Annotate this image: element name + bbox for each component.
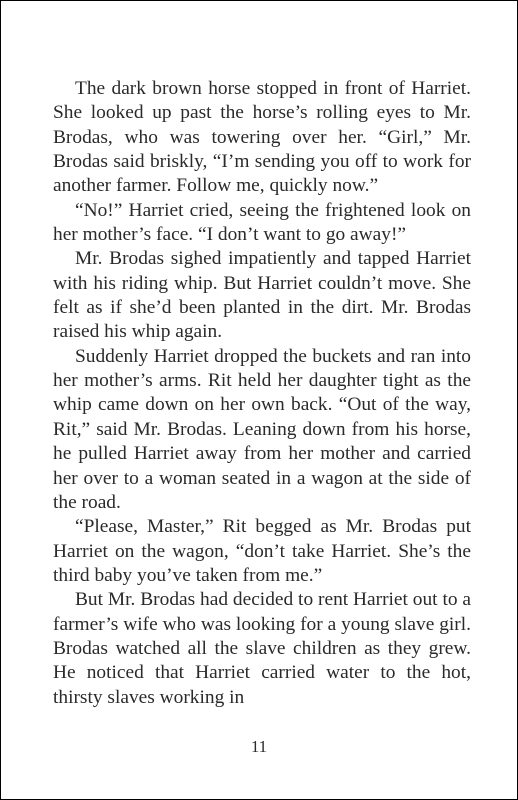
- body-text: [53, 77, 471, 710]
- page-number: 11: [250, 737, 268, 756]
- paragraph-2: “No!” Harriet cried, seeing the frightened look on her mother’s face. “I don’t want to go away!”: [53, 199, 471, 246]
- paragraph-5: “Please, Master,” Rit begged as Mr. Brodas put Harriet on the wagon, “don’t take Harriet. She’s the third baby you’ve taken from me.”: [53, 516, 471, 586]
- paragraph-4: Suddenly Harriet dropped the buckets and ran into her mother’s arms. Rit held her daughter tight as the whip came down on her own back. “Out of the way, Rit,” said Mr. Brodas. Leaning down from his horse, he pulled Harriet away from her mother and carried her over to a woman seated in a wagon at the side of the road.: [53, 345, 471, 513]
- paragraph-1: The dark brown horse stopped in front of Harriet. She looked up past the horse’s rolling eyes to Mr. Brodas, who was towering over her. “Girl,” Mr. Brodas said briskly, “I’m sending you off to work for another farmer. Follow me, quickly now.”: [53, 78, 471, 197]
- paragraph-3: Mr. Brodas sighed impatiently and tapped Harriet with his riding whip. But Harriet couldn’t move. She felt as if she’d been planted in the dirt. Mr. Brodas raised his whip again.: [53, 248, 471, 343]
- paragraph-6: But Mr. Brodas had decided to rent Harriet out to a farmer’s wife who was looking for a young slave girl. Brodas watched all the slave children as they grew. He noticed that Harriet carried water to the hot, thirsty slaves working in: [53, 589, 471, 708]
